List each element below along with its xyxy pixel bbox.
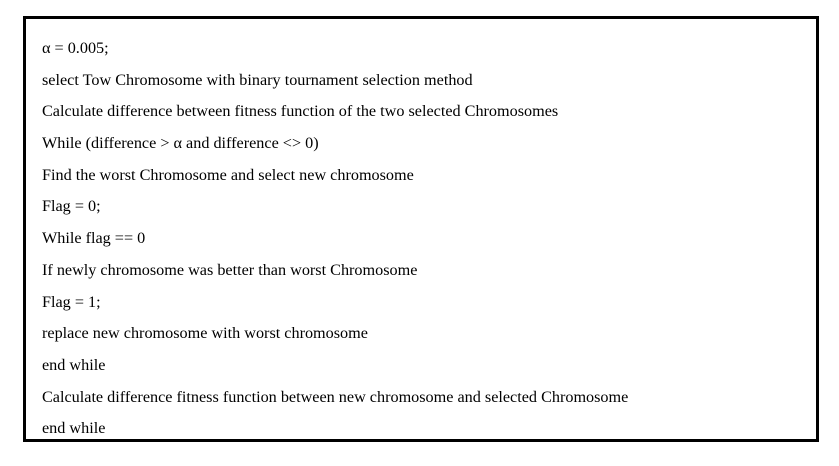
algorithm-line-calculate-new: Calculate difference fitness function between new chromosome and selected Chromosome xyxy=(42,387,629,406)
algorithm-line-select: select Tow Chromosome with binary tournament selection method xyxy=(42,70,473,89)
algorithm-lines xyxy=(42,38,806,450)
algorithm-box xyxy=(23,16,819,442)
algorithm-line-calculate-difference: Calculate difference between fitness function of the two selected Chromosomes xyxy=(42,102,559,121)
algorithm-line-if-better: If newly chromosome was better than worst Chromosome xyxy=(42,260,418,279)
algorithm-line-end-while-inner: end while xyxy=(42,355,106,374)
algorithm-line-replace: replace new chromosome with worst chromosome xyxy=(42,324,368,343)
algorithm-line-alpha: α = 0.005; xyxy=(42,39,109,57)
algorithm-line-find-worst: Find the worst Chromosome and select new chromosome xyxy=(42,165,414,184)
algorithm-line-flag-zero: Flag = 0; xyxy=(42,197,101,216)
algorithm-line-while-difference: While (difference > α and difference <> 0) xyxy=(42,134,319,153)
algorithm-line-flag-one: Flag = 1; xyxy=(42,292,101,311)
algorithm-line-end-while-outer: end while xyxy=(42,419,106,438)
algorithm-line-while-flag: While flag == 0 xyxy=(42,229,146,248)
